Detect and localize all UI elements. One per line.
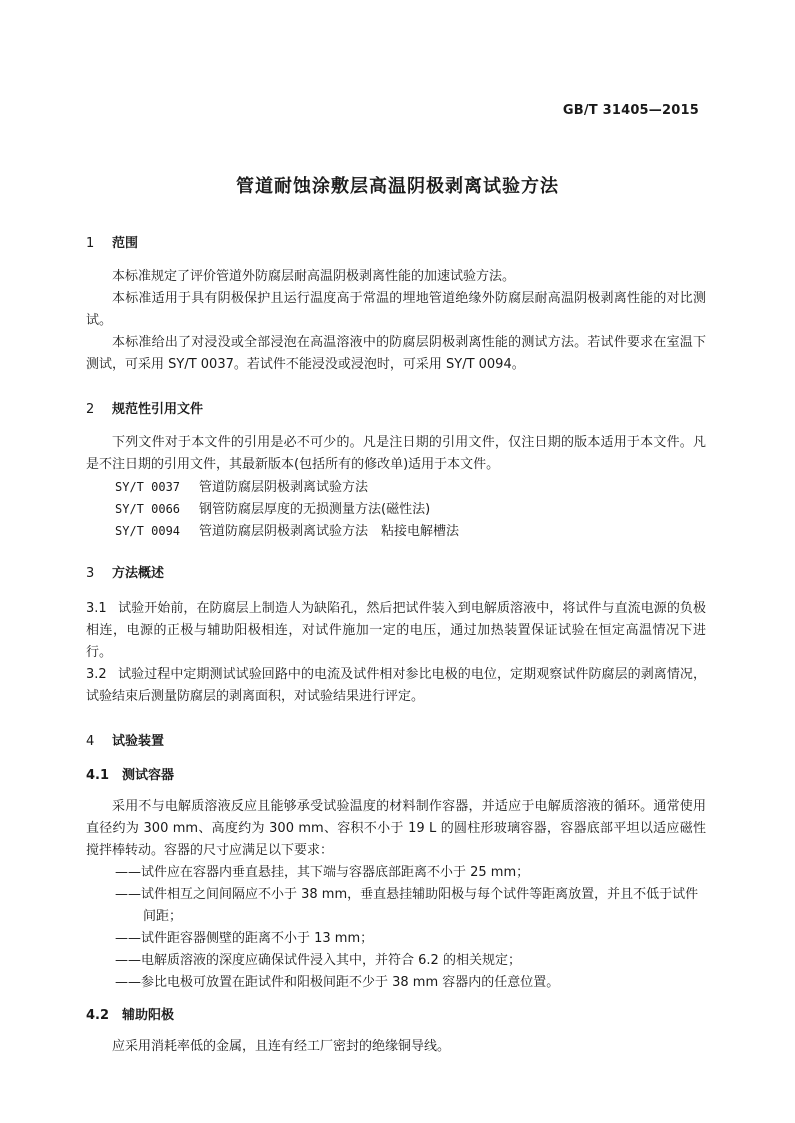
anode-paragraph: 应采用消耗率低的金属，且连有经工厂密封的绝缘铜导线。 [112, 1039, 451, 1054]
subsection-heading-container [86, 764, 174, 783]
section-number: 3 [86, 566, 95, 581]
clause-text: 试验过程中定期测试试验回路中的电流及试件相对参比电极的电位，定期观察试件防腐层的剥离情况，试验结束后测量防腐层的剥离面积，对试验结果进行评定。 [86, 667, 706, 704]
reference-item [115, 520, 459, 543]
requirement-item: ——试件相互之间间隔应不小于 38 mm，垂直悬挂辅助阳极与每个试件等距离放置，并且不低于试件间距； [115, 887, 699, 924]
clause-text: 试验开始前，在防腐层上制造人为缺陷孔，然后把试件装入到电解质溶液中，将试件与直流电源的负极相连，电源的正极与辅助阳极相连，对试件施加一定的电压，通过加热装置保证试验在恒定高温情况下进行。 [86, 601, 706, 660]
requirement-item: ——参比电极可放置在距试件和阳极间距不少于 38 mm 容器内的任意位置。 [115, 975, 560, 990]
reference-title: 钢管防腐层厚度的无损测量方法(磁性法) [199, 502, 431, 517]
reference-code: SY/T 0037 [115, 480, 181, 494]
clause-number: 3.2 [86, 667, 107, 682]
section-title: 规范性引用文件 [112, 402, 204, 417]
section-heading-overview [86, 562, 164, 581]
scope-paragraph-1: 本标准规定了评价管道外防腐层耐高温阴极剥离性能的加速试验方法。 [112, 269, 516, 284]
reference-item [115, 498, 430, 521]
section-number: 1 [86, 236, 95, 251]
requirement-item: ——试件应在容器内垂直悬挂，其下端与容器底部距离不小于 25 mm； [115, 865, 530, 880]
scope-paragraph-2: 本标准适用于具有阴极保护且运行温度高于常温的埋地管道绝缘外防腐层耐高温阴极剥离性能的对比测试。 [86, 291, 706, 328]
section-title: 方法概述 [112, 566, 165, 581]
document-title: 管道耐蚀涂敷层高温阴极剥离试验方法 [236, 176, 559, 197]
subsection-heading-anode [86, 1004, 174, 1023]
normative-intro: 下列文件对于本文件的引用是必不可少的。凡是注日期的引用文件，仅注日期的版本适用于本文件。凡是不注日期的引用文件，其最新版本(包括所有的修改单)适用于本文件。 [86, 435, 706, 472]
reference-code: SY/T 0094 [115, 524, 181, 538]
subsection-title: 辅助阳极 [122, 1008, 175, 1023]
subsection-title: 测试容器 [122, 768, 175, 783]
section-heading-apparatus [86, 730, 164, 749]
reference-item [115, 476, 368, 499]
subsection-number: 4.2 [86, 1008, 110, 1023]
section-title: 范围 [112, 236, 139, 251]
subsection-number: 4.1 [86, 768, 110, 783]
reference-code: SY/T 0066 [115, 502, 181, 516]
section-heading-normative [86, 398, 203, 417]
clause-3-2 [86, 664, 706, 708]
clause-number: 3.1 [86, 601, 107, 616]
document-code: GB/T 31405—2015 [562, 103, 699, 118]
section-heading-scope [86, 232, 138, 251]
clause-3-1 [86, 598, 706, 664]
section-number: 4 [86, 734, 95, 749]
requirement-item: ——电解质溶液的深度应确保试件浸入其中，并符合 6.2 的相关规定； [115, 953, 521, 968]
reference-title: 管道防腐层阴极剥离试验方法 粘接电解槽法 [199, 524, 460, 539]
requirement-item: ——试件距容器侧壁的距离不小于 13 mm； [115, 931, 374, 946]
scope-paragraph-3: 本标准给出了对浸没或全部浸泡在高温溶液中的防腐层阴极剥离性能的测试方法。若试件要求在室温下测试，可采用 SY/T 0037。若试件不能浸没或浸泡时，可采用 SY/T 0094。 [86, 335, 706, 372]
section-title: 试验装置 [112, 734, 165, 749]
section-number: 2 [86, 402, 95, 417]
container-intro: 采用不与电解质溶液反应且能够承受试验温度的材料制作容器，并适应于电解质溶液的循环。通常使用直径约为 300 mm、高度约为 300 mm、容积不小于 19 L 的圆柱形玻璃容器，容器底部平坦以适应磁性搅拌棒转动。容器的尺寸应满足以下要求： [86, 799, 706, 858]
reference-title: 管道防腐层阴极剥离试验方法 [199, 480, 369, 495]
